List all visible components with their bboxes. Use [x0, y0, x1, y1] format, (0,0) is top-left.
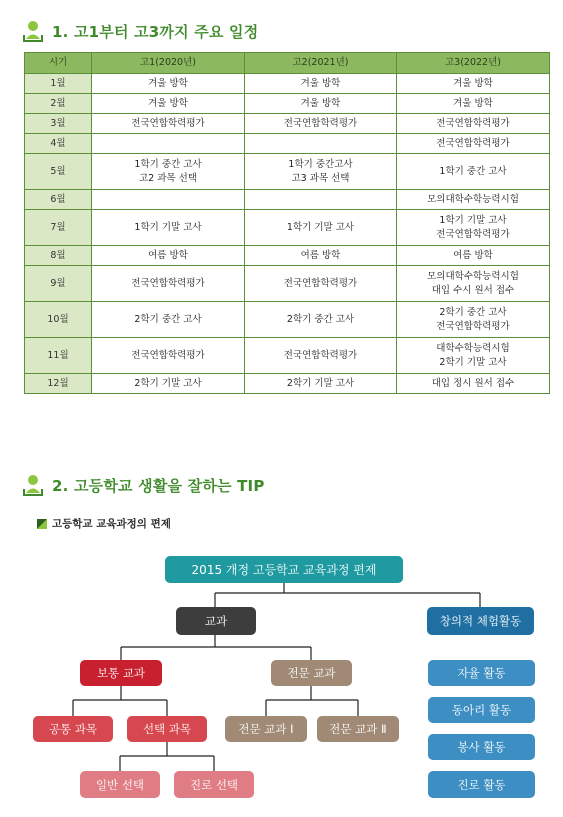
event-text: 전국연합학력평가	[131, 277, 205, 289]
schedule-cell	[92, 266, 245, 302]
event-text: 1학기 중간 고사	[439, 165, 507, 177]
event-text: 1학기 중간고사	[288, 158, 353, 170]
schedule-cell	[92, 134, 245, 154]
event-text: 모의대학수학능력시험	[427, 270, 519, 282]
event-text: 겨울 방학	[148, 97, 188, 109]
event-text: 1학기 중간 고사	[134, 158, 202, 170]
schedule-cell	[397, 266, 550, 302]
event-text: 2학기 기말 고사	[286, 377, 355, 389]
schedule-cell	[397, 94, 550, 114]
event-text: 1학기 기말 고사	[439, 214, 507, 226]
schedule-cell	[397, 190, 550, 210]
schedule-cell	[245, 302, 397, 338]
event-text: 대입 수시 원서 접수	[431, 284, 515, 296]
schedule-cell	[92, 114, 245, 134]
header-grade3: 고3(2022년)	[397, 53, 550, 74]
table-row	[25, 338, 550, 374]
event-text: 2학기 기말 고사	[134, 377, 202, 389]
schedule-cell	[245, 190, 397, 210]
event-text: 여름 방학	[148, 249, 188, 261]
table-row	[25, 154, 550, 190]
section1-heading	[22, 16, 258, 46]
org-root: 2015 개정 고등학교 교육과정 편제	[165, 556, 403, 583]
schedule-cell	[397, 134, 550, 154]
month-cell: 10월	[25, 302, 92, 338]
table-row	[25, 302, 550, 338]
table-row	[25, 210, 550, 246]
table-row	[25, 114, 550, 134]
schedule-cell	[245, 134, 397, 154]
schedule-table	[24, 52, 550, 394]
event-text: 전국연합학력평가	[436, 228, 510, 240]
header-grade2: 고2(2021년)	[245, 53, 397, 74]
month-cell: 6월	[25, 190, 92, 210]
month-cell: 5월	[25, 154, 92, 190]
event-text: 전국연합학력평가	[283, 349, 358, 361]
schedule-cell	[397, 302, 550, 338]
org-specialized-subject: 전문 교과	[271, 660, 352, 686]
bullet-square-icon	[37, 519, 47, 529]
schedule-cell	[245, 74, 397, 94]
event-text: 대입 정시 원서 접수	[431, 377, 515, 389]
event-text: 겨울 방학	[300, 77, 341, 89]
schedule-cell	[92, 74, 245, 94]
event-text: 겨울 방학	[453, 77, 493, 89]
org-creative-activities: 창의적 체험활동	[427, 607, 534, 635]
header-period: 시기	[25, 53, 92, 74]
event-text: 2학기 중간 고사	[134, 313, 202, 325]
schedule-cell	[397, 246, 550, 266]
event-text: 전국연합학력평가	[436, 137, 510, 149]
schedule-cell	[92, 190, 245, 210]
event-text: 1학기 기말 고사	[286, 221, 355, 233]
schedule-cell	[92, 374, 245, 394]
event-text: 전국연합학력평가	[436, 320, 510, 332]
subheading-text: 고등학교 교육과정의 편제	[52, 518, 171, 530]
schedule-cell	[92, 338, 245, 374]
schedule-cell	[397, 210, 550, 246]
month-cell: 9월	[25, 266, 92, 302]
schedule-cell	[92, 210, 245, 246]
table-row	[25, 74, 550, 94]
event-text: 전국연합학력평가	[131, 117, 205, 129]
schedule-cell	[245, 154, 397, 190]
schedule-cell	[245, 210, 397, 246]
table-row	[25, 246, 550, 266]
event-text: 모의대학수학능력시험	[427, 193, 519, 205]
schedule-cell	[397, 114, 550, 134]
schedule-cell	[92, 302, 245, 338]
event-text: 2학기 중간 고사	[439, 306, 507, 318]
org-common-course: 공통 과목	[33, 716, 113, 742]
header-grade1: 고1(2020년)	[92, 53, 245, 74]
org-general-elective: 일반 선택	[80, 771, 160, 798]
section1-title: 1. 고1부터 고3까지 주요 일정	[52, 22, 259, 41]
event-text: 1학기 기말 고사	[134, 221, 202, 233]
section2-heading	[22, 470, 265, 500]
org-specialized-1: 전문 교과 Ⅰ	[225, 716, 307, 742]
schedule-cell	[245, 114, 397, 134]
event-text: 2학기 중간 고사	[286, 313, 355, 325]
event-text: 전국연합학력평가	[436, 117, 510, 129]
event-text: 겨울 방학	[148, 77, 188, 89]
event-text: 겨울 방학	[300, 97, 341, 109]
table-row	[25, 374, 550, 394]
activity-career: 진로 활동	[428, 771, 535, 798]
table-row	[25, 134, 550, 154]
schedule-cell	[92, 246, 245, 266]
activity-club: 동아리 활동	[428, 697, 535, 723]
event-text: 여름 방학	[300, 249, 341, 261]
event-text: 고2 과목 선택	[139, 172, 197, 184]
schedule-cell	[397, 74, 550, 94]
month-cell: 4월	[25, 134, 92, 154]
event-text: 전국연합학력평가	[283, 277, 358, 289]
event-text: 전국연합학력평가	[283, 117, 358, 129]
org-career-elective: 진로 선택	[174, 771, 254, 798]
schedule-cell	[245, 266, 397, 302]
event-text: 대학수학능력시험	[436, 342, 510, 354]
org-subject: 교과	[176, 607, 256, 635]
month-cell: 8월	[25, 246, 92, 266]
month-cell: 1월	[25, 74, 92, 94]
schedule-cell	[397, 154, 550, 190]
event-text: 여름 방학	[453, 249, 493, 261]
event-text: 겨울 방학	[453, 97, 493, 109]
schedule-cell	[92, 154, 245, 190]
schedule-cell	[92, 94, 245, 114]
org-elective-course: 선택 과목	[127, 716, 207, 742]
schedule-cell	[245, 338, 397, 374]
month-cell: 7월	[25, 210, 92, 246]
schedule-cell	[245, 246, 397, 266]
event-text: 고3 과목 선택	[291, 172, 350, 184]
table-row	[25, 266, 550, 302]
table-row	[25, 190, 550, 210]
subheading	[37, 516, 171, 531]
schedule-cell	[397, 338, 550, 374]
month-cell: 3월	[25, 114, 92, 134]
event-text: 2학기 기말 고사	[439, 356, 507, 368]
org-general-subject: 보통 교과	[80, 660, 162, 686]
table-header-row	[25, 53, 550, 74]
activity-autonomous: 자율 활동	[428, 660, 535, 686]
month-cell: 12월	[25, 374, 92, 394]
month-cell: 2월	[25, 94, 92, 114]
section2-title: 2. 고등학교 생활을 잘하는 TIP	[52, 476, 265, 495]
schedule-cell	[245, 374, 397, 394]
person-icon	[22, 19, 44, 43]
month-cell: 11월	[25, 338, 92, 374]
schedule-cell	[397, 374, 550, 394]
person-icon	[22, 473, 44, 497]
table-row	[25, 94, 550, 114]
schedule-cell	[245, 94, 397, 114]
org-specialized-2: 전문 교과 Ⅱ	[317, 716, 399, 742]
activity-volunteer: 봉사 활동	[428, 734, 535, 760]
event-text: 전국연합학력평가	[131, 349, 205, 361]
